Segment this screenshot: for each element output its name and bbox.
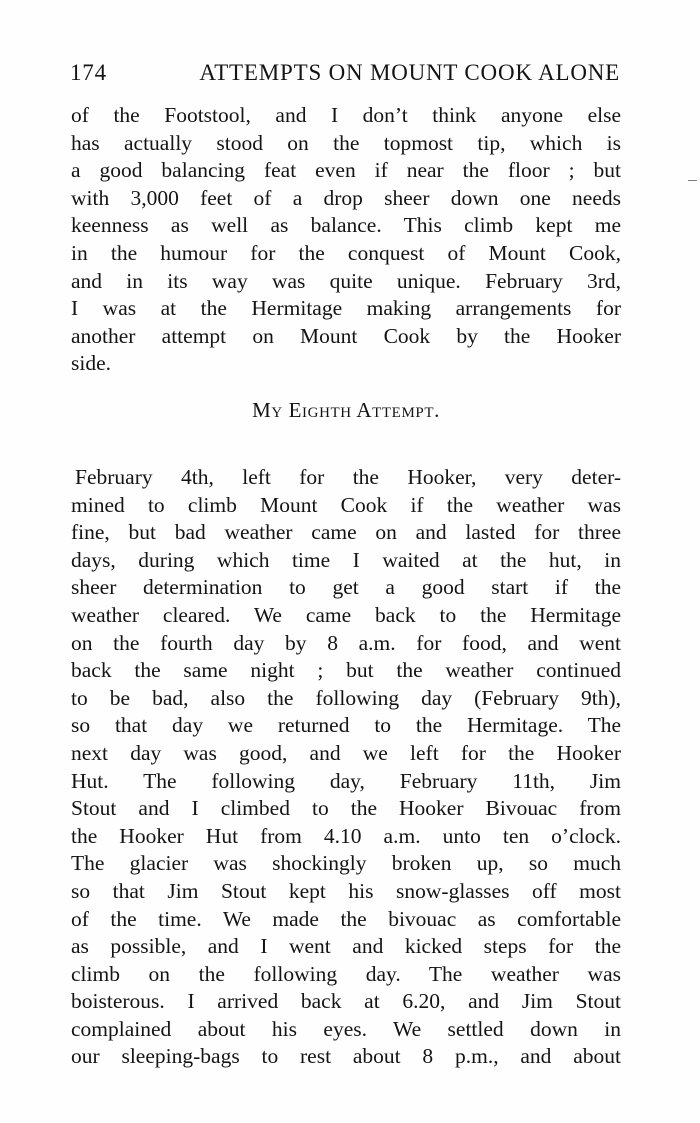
- text-line: has actually stood on the topmost tip, which is: [71, 130, 621, 155]
- text-line: the Hooker Hut from 4.10 a.m. unto ten o’clock.: [71, 823, 621, 848]
- text-line: sheer determination to get a good start if the: [71, 575, 621, 600]
- running-header: [70, 60, 620, 90]
- running-title: ATTEMPTS ON MOUNT COOK ALONE: [199, 60, 620, 85]
- text-line: keenness as well as balance. This climb kept me: [71, 213, 621, 238]
- text-line: to be bad, also the following day (February 9th),: [71, 685, 621, 710]
- text-line: boisterous. I arrived back at 6.20, and Jim Stout: [71, 989, 621, 1014]
- text-line: Stout and I climbed to the Hooker Bivouac from: [71, 796, 621, 821]
- text-line: a good balancing feat even if near the floor ; but: [71, 158, 621, 183]
- text-line: mined to climb Mount Cook if the weather was: [71, 492, 621, 517]
- section-heading: My Eighth Attempt.: [252, 398, 440, 422]
- paragraph-eighth-attempt: [71, 464, 621, 1071]
- text-line: with 3,000 feet of a drop sheer down one needs: [71, 185, 621, 210]
- text-line: next day was good, and we left for the Hooker: [71, 740, 621, 765]
- margin-mark: [688, 180, 697, 181]
- text-line: days, during which time I waited at the hut, in: [71, 547, 621, 572]
- text-line: climb on the following day. The weather was: [71, 961, 621, 986]
- text-line: fine, but bad weather came on and lasted for three: [71, 520, 621, 545]
- text-line: weather cleared. We came back to the Hermitage: [71, 602, 621, 627]
- text-line: I was at the Hermitage making arrangements for: [71, 296, 621, 321]
- text-line: side.: [71, 351, 112, 376]
- text-line: complained about his eyes. We settled down in: [71, 1016, 621, 1041]
- text-line: in the humour for the conquest of Mount Cook,: [71, 240, 621, 265]
- paragraph-footstool: [71, 102, 621, 378]
- text-line: another attempt on Mount Cook by the Hooker: [71, 323, 621, 348]
- text-line: as possible, and I went and kicked steps for the: [71, 934, 621, 959]
- text-line: on the fourth day by 8 a.m. for food, and went: [71, 630, 621, 655]
- text-line: back the same night ; but the weather continued: [71, 658, 621, 683]
- text-line: of the time. We made the bivouac as comfortable: [71, 906, 621, 931]
- text-line: February 4th, left for the Hooker, very deter-: [75, 465, 621, 489]
- text-line: The glacier was shockingly broken up, so much: [71, 851, 621, 876]
- text-line: our sleeping-bags to rest about 8 p.m., and about: [71, 1044, 621, 1069]
- text-line: and in its way was quite unique. February 3rd,: [71, 268, 621, 293]
- text-line: so that day we returned to the Hermitage. The: [71, 713, 621, 738]
- text-line: so that Jim Stout kept his snow-glasses off most: [71, 878, 621, 903]
- text-line: Hut. The following day, February 11th, Jim: [71, 768, 621, 793]
- page-number: 174: [70, 60, 107, 85]
- text-line: of the Footstool, and I don’t think anyone else: [71, 103, 621, 127]
